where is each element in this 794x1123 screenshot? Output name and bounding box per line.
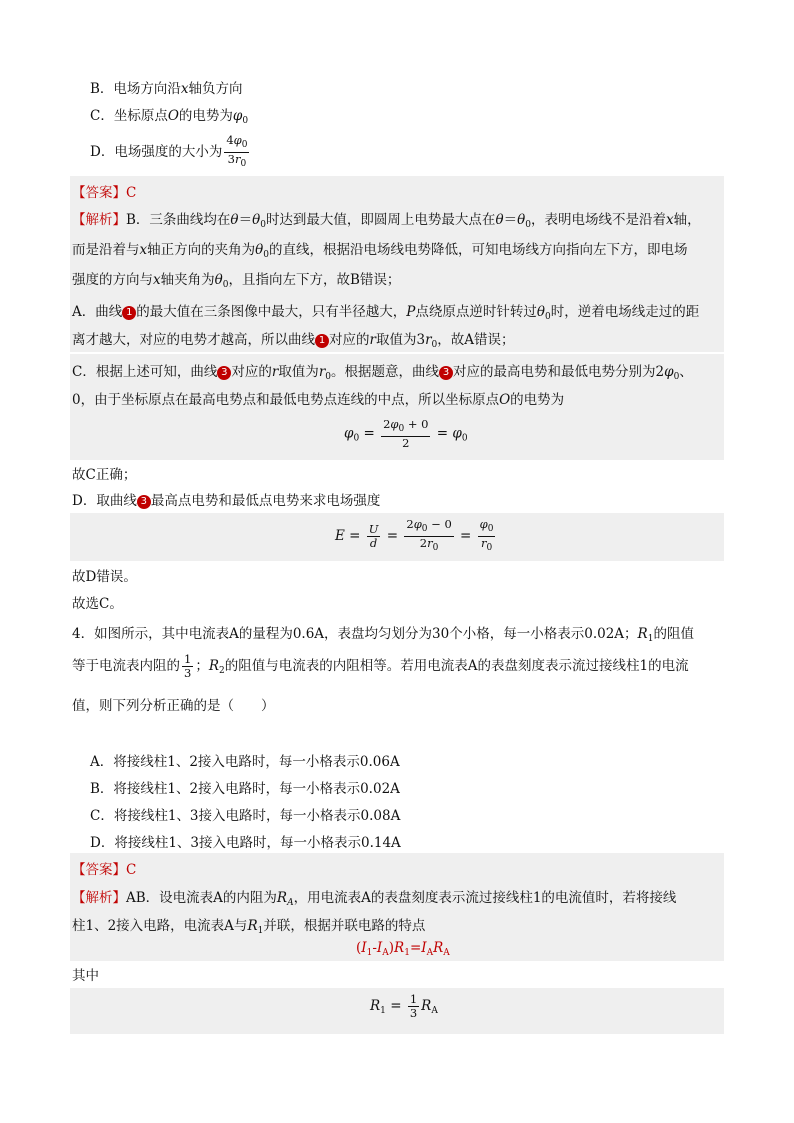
answer-label: 【答案】C (72, 185, 137, 201)
q4-option-b: B．将接线柱1、2接入电路时，每一小格表示0.02A (90, 781, 400, 797)
analysis-line-2: 而是沿着与x轴正方向的夹角为$\theta_0$的直线，根据沿电场线电势降低，可知电场线方向指向左下方，即电场 (72, 242, 688, 260)
analysis-line-5: 离才越大，对应的电势才越高，所以曲线 1 对应的r取值为$3r_0$，故A错误； (72, 332, 515, 350)
q4-line-2: 等于电流表内阻的 $\frac{1}{3}$ ；$R_2$的阻值与电流表的内阻相等。若用电流表A的表盘刻度表示流过接线柱1的电流 (72, 652, 689, 680)
analysis-line-4: A．曲线 1 的最大值在三条图像中最大，只有半径越大，P点绕原点逆时针转过$\theta_0$时，逆着电场线走过的距 (72, 304, 700, 322)
d-wrong: 故D错误。 (72, 569, 137, 585)
q4-analysis-line-1: 【解析】AB．设电流表A的内阻为$R_A$，用电流表A的表盘刻度表示流过接线柱1的电流值时，若将接线 (72, 890, 677, 908)
equation-phi0: $\varphi_0$ = $\frac{2\varphi_0 + 0}{2}$ = $\varphi_0$ (344, 417, 468, 450)
equation-parallel: $(I_1-I_A)R_1=I_AR_A$ (356, 940, 450, 958)
fraction-4phi-over-3r: $\frac{4\varphi_0}{3r_0}$ (226, 133, 248, 169)
choose-c: 故选C。 (72, 596, 123, 612)
c-correct: 故C正确； (72, 467, 137, 483)
equation-e: E = $\frac{U}{d}$ = $\frac{2\varphi_0 - 0}{2r_0}$ = $\frac{\varphi_0}{r_0}$ (335, 517, 494, 553)
q4-option-c: C．将接线柱1、3接入电路时，每一小格表示0.08A (90, 808, 401, 824)
analysis-line-3: 强度的方向与x轴夹角为$\theta_0$，且指向左下方，故B错误； (72, 272, 401, 290)
analysis-line-1: 【解析】B．三条曲线均在$\theta=\theta_0$时达到最大值，即圆周上电势最大点在$\theta=\theta_0$，表明电场线不是沿着x轴， (72, 212, 701, 230)
q4-line-3: 值，则下列分析正确的是（ ） (72, 698, 275, 714)
q4-answer-label: 【答案】C (72, 862, 137, 878)
analysis-line-6: C．根据上述可知，曲线 3 对应的r取值为$r_0$。根据题意，曲线 3 对应的最高电势和最低电势分别为$2\varphi_0$、 (72, 364, 693, 382)
analysis-line-7: 0，由于坐标原点在最高电势点和最低电势点连线的中点，所以坐标原点O的电势为 (72, 392, 565, 408)
q4-option-a: A．将接线柱1、2接入电路时，每一小格表示0.06A (90, 754, 400, 770)
among-label: 其中 (72, 968, 99, 984)
d-line: D．取曲线 3 最高点电势和最低点电势来求电场强度 (72, 493, 381, 509)
q4-line-1: 4．如图所示，其中电流表A的量程为0.6A，表盘均匀划分为30个小格，每一小格表示0.02A；$R_1$的阻值 (72, 626, 694, 644)
option-b: B．电场方向沿x轴负方向 (90, 81, 243, 97)
option-c: C．坐标原点O的电势为$\varphi_0$ (90, 108, 249, 126)
q4-analysis-line-2: 柱1、2接入电路，电流表A与$R_1$并联，根据并联电路的特点 (72, 918, 426, 936)
option-d: D．电场强度的大小为 $\frac{4\varphi_0}{3r_0}$ (90, 133, 248, 169)
equation-r1: $R_1$ = $\frac{1}{3}$ $R_A$ (370, 992, 438, 1020)
q4-option-d: D．将接线柱1、3接入电路时，每一小格表示0.14A (90, 835, 401, 851)
